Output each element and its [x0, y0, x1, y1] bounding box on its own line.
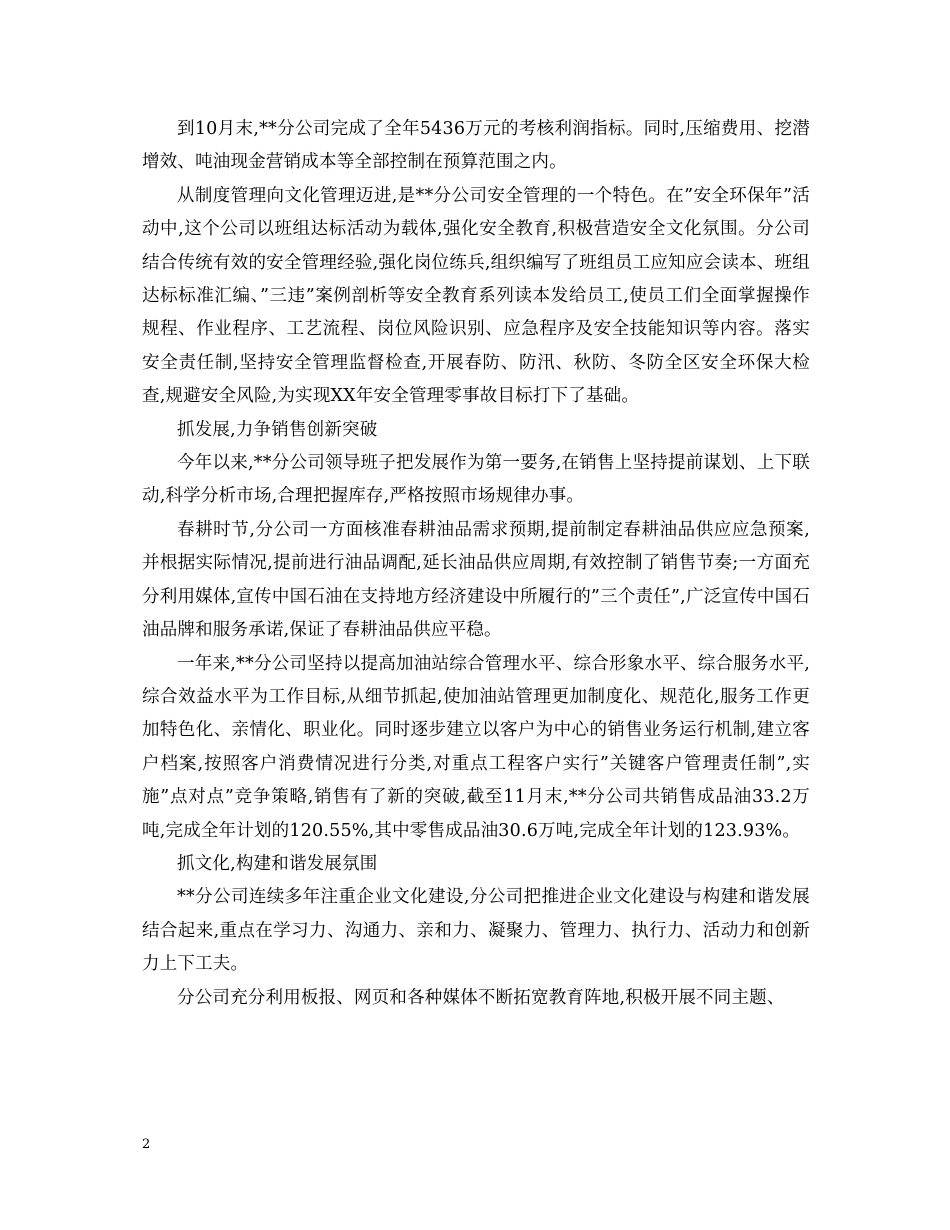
- section-heading-culture: 抓文化,构建和谐发展氛围: [177, 853, 378, 874]
- paragraph-station-management: 一年来,**分公司坚持以提高加油站综合管理水平、综合形象水平、综合服务水平,综合效益水平为工作目标,从细节抓起,使加油站管理更加制度化、规范化,服务工作更加特色化、亲情化、职业化。同时逐步建立以客户为中心的销售业务运行机制,建立客户档案,按照客户消费情况进行分类,对重点工程客户实行”关键客户管理责任制”,实施”点对点”竞争策略,销售有了新的突破,截至11月末,**分公司共销售成品油33.2万吨,完成全年计划的120.55%,其中零售成品油30.6万吨,完成全年计划的123.93%。: [142, 653, 810, 841]
- section-heading-development: 抓发展,力争销售创新突破: [177, 419, 378, 440]
- paragraph-profit-target: 到10月末,**分公司完成了全年5436万元的考核利润指标。同时,压缩费用、挖潜增效、吨油现金营销成本等全部控制在预算范围之内。: [142, 119, 810, 173]
- paragraph-education-outreach: 分公司充分利用板报、网页和各种媒体不断拓宽教育阵地,积极开展不同主题、: [177, 987, 785, 1008]
- page-number: 2: [142, 1137, 151, 1152]
- paragraph-spring-supply: 春耕时节,分公司一方面核准春耕油品需求预期,提前制定春耕油品供应应急预案,并根据实际情况,提前进行油品调配,延长油品供应周期,有效控制了销售节奏;一方面充分利用媒体,宣传中国石油在支持地方经济建设中所履行的”三个责任”,广泛宣传中国石油品牌和服务承诺,保证了春耕油品供应平稳。: [142, 519, 811, 641]
- paragraph-corporate-culture: **分公司连续多年注重企业文化建设,分公司把推进企业文化建设与构建和谐发展结合起来,重点在学习力、沟通力、亲和力、凝聚力、管理力、执行力、活动力和创新力上下工夫。: [142, 887, 810, 975]
- paragraph-sales-planning: 今年以来,**分公司领导班子把发展作为第一要务,在销售上坚持提前谋划、上下联动,科学分析市场,合理把握库存,严格按照市场规律办事。: [142, 453, 810, 507]
- document-body: [142, 113, 810, 1015]
- paragraph-safety-culture: 从制度管理向文化管理迈进,是**分公司安全管理的一个特色。在”安全环保年”活动中,这个公司以班组达标活动为载体,强化安全教育,积极营造安全文化氛围。分公司结合传统有效的安全管理经验,强化岗位练兵,组织编写了班组员工应知应会读本、班组达标标准汇编、”三违”案例剖析等安全教育系列读本发给员工,使员工们全面掌握操作规程、作业程序、工艺流程、岗位风险识别、应急程序及安全技能知识等内容。落实安全责任制,坚持安全管理监督检查,开展春防、防汛、秋防、冬防全区安全环保大检查,规避安全风险,为实现XX年安全管理零事故目标打下了基础。: [142, 185, 810, 407]
